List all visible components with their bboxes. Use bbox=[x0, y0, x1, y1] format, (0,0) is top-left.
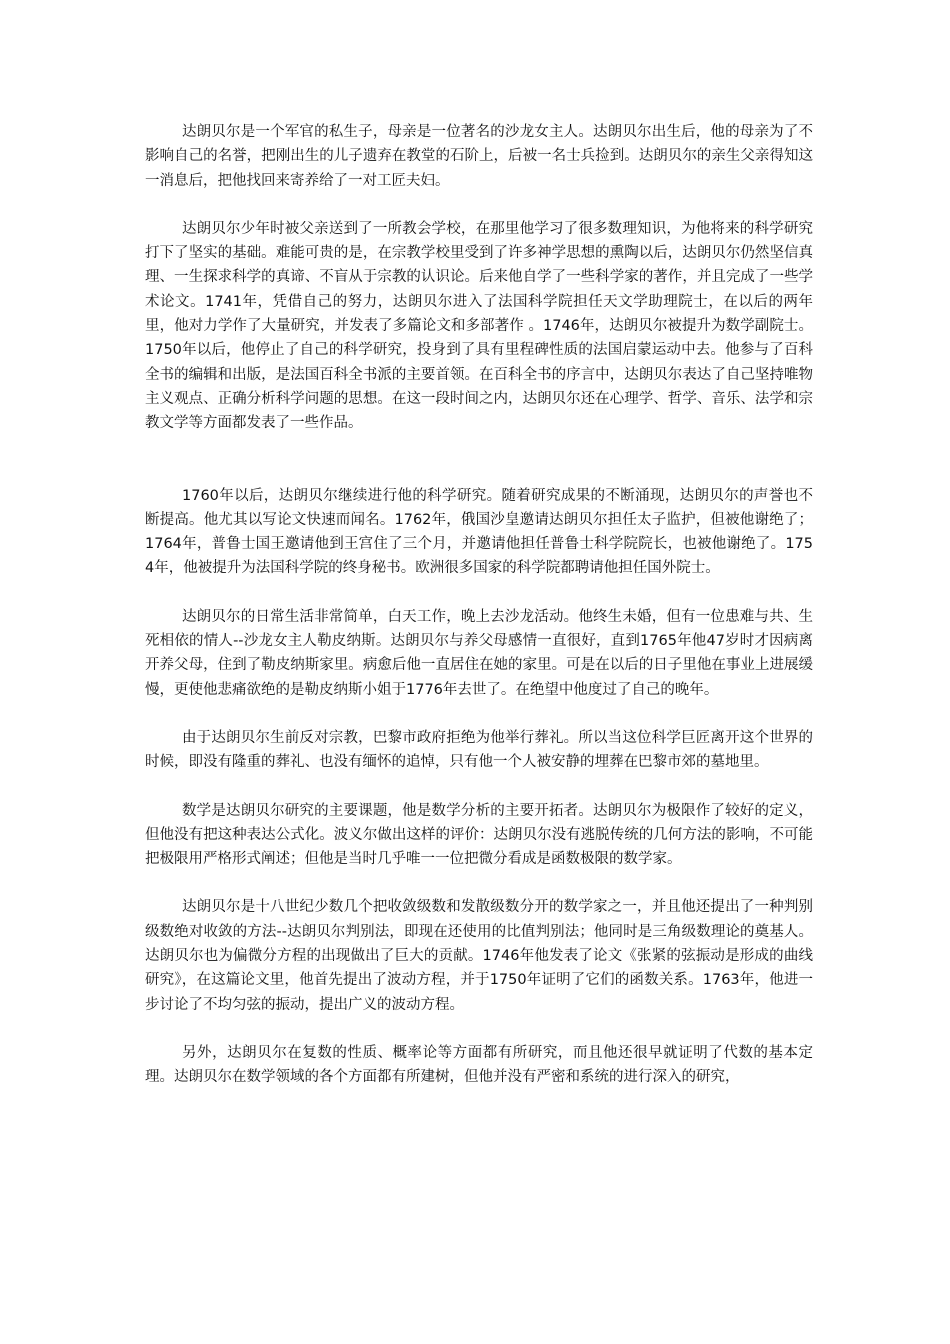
paragraph-gap bbox=[145, 581, 813, 605]
document-body bbox=[145, 120, 813, 1090]
paragraph-gap bbox=[145, 1017, 813, 1041]
paragraph-gap bbox=[145, 775, 813, 799]
paragraph-career: 1760年以后，达朗贝尔继续进行他的科学研究。随着研究成果的不断涌现，达朗贝尔的声誉也不断提高。他尤其以写论文快速而闻名。1762年，俄国沙皇邀请达朗贝尔担任太子监护，但被他谢绝了；1764年，普鲁士国王邀请他到王宫住了三个月，并邀请他担任普鲁士科学院院长，也被他谢绝了。1754年，他被提升为法国科学院的终身秘书。欧洲很多国家的科学院都聘请他担任国外院士。 bbox=[145, 487, 813, 577]
paragraph-gap bbox=[145, 193, 813, 217]
paragraph-birth: 达朗贝尔是一个军官的私生子，母亲是一位著名的沙龙女主人。达朗贝尔出生后，他的母亲为了不影响自己的名誉，把刚出生的儿子遗弃在教堂的石阶上，后被一名士兵捡到。达朗贝尔的亲生父亲得知这一消息后，把他找回来寄养给了一对工匠夫妇。 bbox=[145, 124, 813, 189]
paragraph-other-research: 另外，达朗贝尔在复数的性质、概率论等方面都有所研究，而且他还很早就证明了代数的基本定理。达朗贝尔在数学领域的各个方面都有所建树，但他并没有严密和系统的进行深入的研究， bbox=[145, 1044, 813, 1086]
paragraph-personal-life: 达朗贝尔的日常生活非常简单，白天工作，晚上去沙龙活动。他终生未婚，但有一位患难与共、生死相依的情人--沙龙女主人勒皮纳斯。达朗贝尔与养父母感情一直很好，直到1765年他47岁时才因病离开养父母，住到了勒皮纳斯家里。病愈后他一直居住在她的家里。可是在以后的日子里他在事业上进展缓慢，更使他悲痛欲绝的是勒皮纳斯小姐于1776年去世了。在绝望中他度过了自己的晚年。 bbox=[145, 608, 813, 698]
paragraph-gap bbox=[145, 871, 813, 895]
paragraph-gap bbox=[145, 436, 813, 484]
paragraph-mathematics: 数学是达朗贝尔研究的主要课题，他是数学分析的主要开拓者。达朗贝尔为极限作了较好的定义，但他没有把这种表达公式化。波义尔做出这样的评价：达朗贝尔没有逃脱传统的几何方法的影响，不可能把极限用严格形式阐述；但他是当时几乎唯一一位把微分看成是函数极限的数学家。 bbox=[145, 802, 813, 868]
paragraph-series: 达朗贝尔是十八世纪少数几个把收敛级数和发散级数分开的数学家之一，并且他还提出了一种判别级数绝对收敛的方法--达朗贝尔判别法，即现在还使用的比值判别法；他同时是三角级数理论的奠基人。达朗贝尔也为偏微分方程的出现做出了巨大的贡献。1746年他发表了论文《张紧的弦振动是形成的曲线研究》，在这篇论文里，他首先提出了波动方程，并于1750年证明了它们的函数关系。1763年，他进一步讨论了不均匀弦的振动，提出广义的波动方程。 bbox=[145, 899, 813, 1013]
paragraph-gap bbox=[145, 702, 813, 726]
paragraph-burial: 由于达朗贝尔生前反对宗教，巴黎市政府拒绝为他举行葬礼。所以当这位科学巨匠离开这个世界的时候，即没有隆重的葬礼、也没有缅怀的追悼，只有他一个人被安静的埋葬在巴黎市郊的墓地里。 bbox=[145, 729, 813, 771]
paragraph-education: 达朗贝尔少年时被父亲送到了一所教会学校，在那里他学习了很多数理知识，为他将来的科学研究打下了坚实的基础。难能可贵的是，在宗教学校里受到了许多神学思想的熏陶以后，达朗贝尔仍然坚信真理、一生探求科学的真谛、不盲从于宗教的认识论。后来他自学了一些科学家的著作，并且完成了一些学术论文。1741年，凭借自己的努力，达朗贝尔进入了法国科学院担任天文学助理院士，在以后的两年里，他对力学作了大量研究，并发表了多篇论文和多部著作 。1746年，达朗贝尔被提升为数学副院士。1750年以后，他停止了自己的科学研究，投身到了具有里程碑性质的法国启蒙运动中去。他参与了百科全书的编辑和出版，是法国百科全书派的主要首领。在百科全书的序言中，达朗贝尔表达了自己坚持唯物主义观点、正确分析科学问题的思想。在这一段时间之内，达朗贝尔还在心理学、哲学、音乐、法学和宗教文学等方面都发表了一些作品。 bbox=[145, 220, 813, 432]
